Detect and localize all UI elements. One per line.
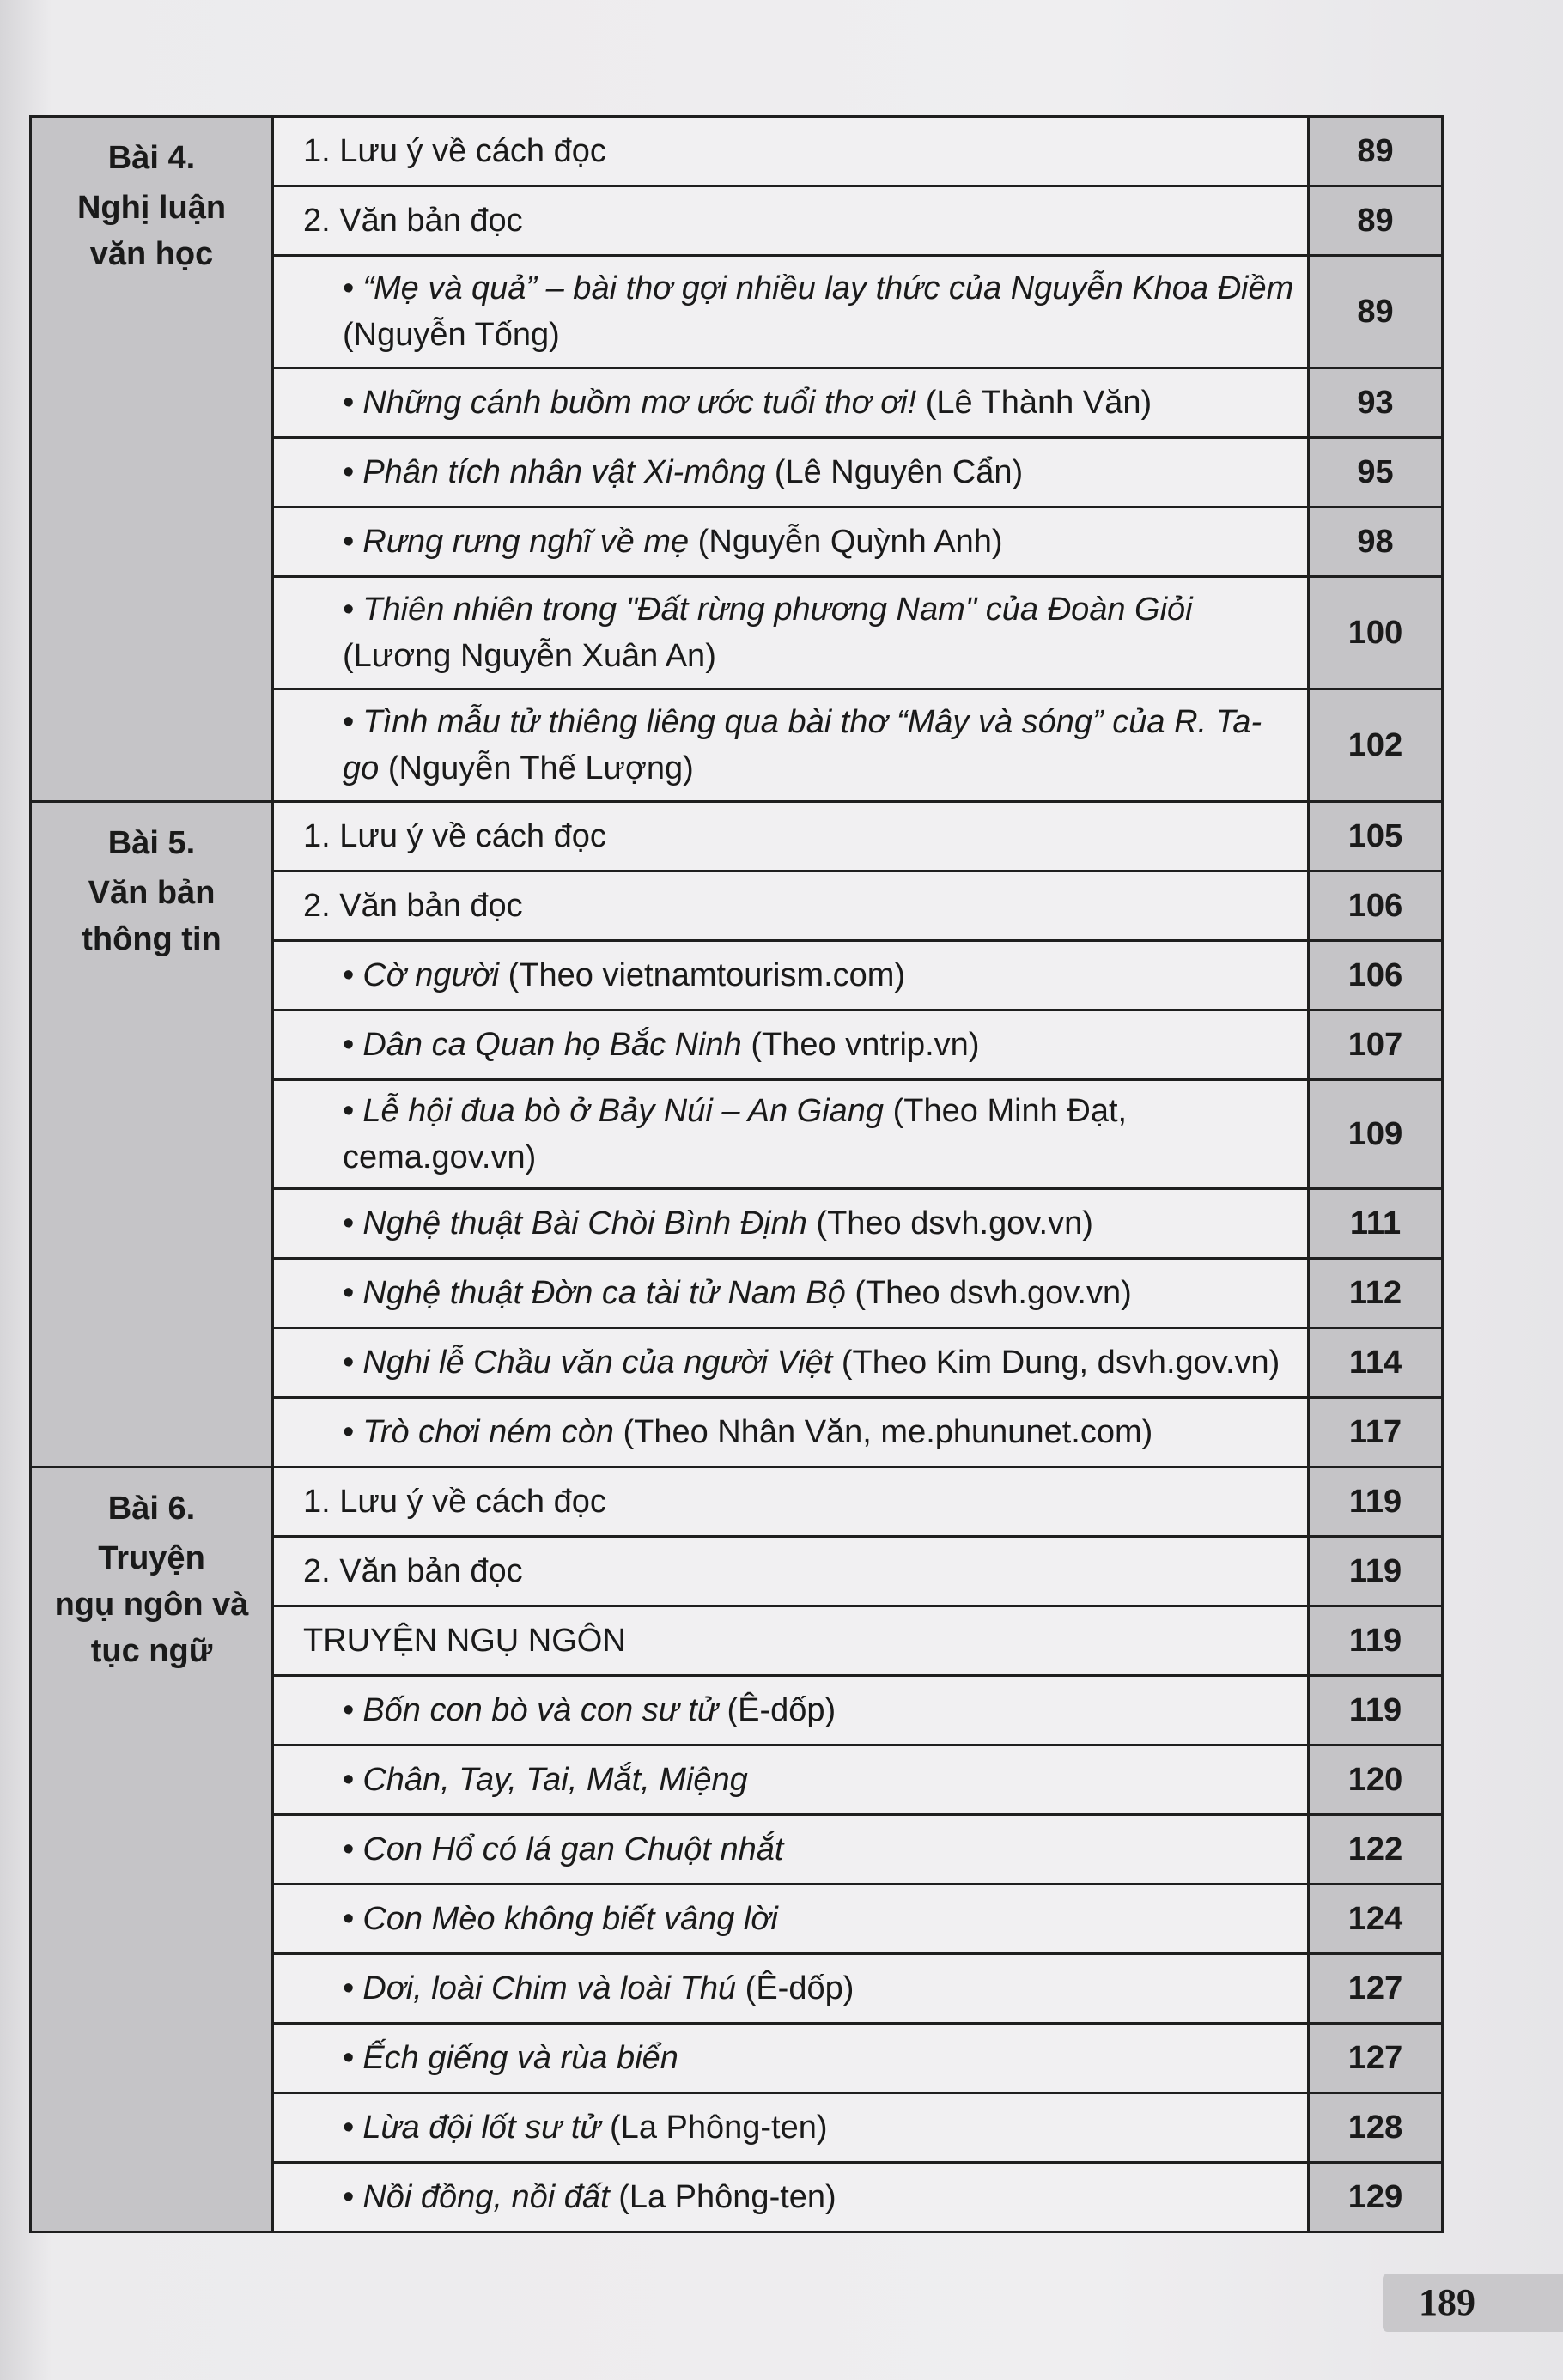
- page-ref: 119: [1309, 1606, 1443, 1676]
- page-ref: 111: [1309, 1189, 1443, 1259]
- entry-source-text: (Nguyễn Quỳnh Anh): [697, 524, 1003, 560]
- bullet-icon: •: [343, 1970, 355, 2007]
- entry-source-text: (Ê-dốp): [745, 1970, 854, 2007]
- lesson-number: Bài 4.: [107, 140, 196, 176]
- entry-title-text: Dân ca Quan họ Bắc Ninh: [362, 1027, 742, 1063]
- page-ref: 95: [1309, 438, 1443, 507]
- entry-source-text: (Nguyễn Thế Lượng): [387, 750, 694, 786]
- toc-section-heading: [273, 871, 1309, 941]
- page-ref: 129: [1309, 2163, 1443, 2232]
- section-heading-text: 1. Lưu ý về cách đọc: [303, 1484, 606, 1520]
- bullet-icon: •: [343, 2110, 355, 2146]
- page-ref: 102: [1309, 689, 1443, 802]
- entry-title-text: Chân, Tay, Tai, Mắt, Miệng: [362, 1762, 748, 1798]
- bullet-icon: •: [343, 1414, 355, 1450]
- toc-entry-title: [273, 368, 1309, 438]
- bullet-icon: •: [343, 454, 355, 490]
- entry-title-text: Phân tích nhân vật Xi-mông: [362, 454, 766, 490]
- page-ref: 120: [1309, 1746, 1443, 1815]
- toc-entry-title: [273, 1080, 1309, 1189]
- entry-title-text: Ếch giếng và rùa biển: [362, 2040, 678, 2076]
- entry-source-text: (Ê-dốp): [727, 1692, 836, 1728]
- entry-title-text: Trò chơi ném còn: [362, 1414, 614, 1450]
- page-ref: 119: [1309, 1467, 1443, 1537]
- bullet-icon: •: [343, 1901, 355, 1937]
- entry-source-text: (La Phông-ten): [618, 2179, 836, 2215]
- page-ref: 105: [1309, 802, 1443, 871]
- entry-title-text: Rưng rưng nghĩ về mẹ: [362, 524, 690, 560]
- entry-title-text: Con Mèo không biết vâng lời: [362, 1901, 778, 1937]
- page-ref: 89: [1309, 117, 1443, 186]
- page-ref: 89: [1309, 186, 1443, 256]
- lesson-cell: [31, 802, 273, 1467]
- toc-entry-title: [273, 1328, 1309, 1398]
- entry-title-text: “Mẹ và quả” – bài thơ gợi nhiều lay thức của Nguyễn Khoa Điềm: [362, 270, 1294, 307]
- lesson-name: Văn bản thông tin: [82, 875, 222, 957]
- bullet-icon: •: [343, 1093, 355, 1129]
- toc-body: [31, 117, 1443, 2232]
- toc-entry-title: [273, 438, 1309, 507]
- toc-entry-title: [273, 1259, 1309, 1328]
- page-ref: 109: [1309, 1080, 1443, 1189]
- page-ref: 119: [1309, 1676, 1443, 1746]
- page-ref: 106: [1309, 871, 1443, 941]
- page-ref: 122: [1309, 1815, 1443, 1885]
- entry-title-text: Dơi, loài Chim và loài Thú: [362, 1970, 737, 2007]
- entry-title-text: Thiên nhiên trong "Đất rừng phương Nam" của Đoàn Giỏi: [362, 592, 1193, 628]
- lesson-name: Truyện ngụ ngôn và tục ngữ: [54, 1540, 249, 1669]
- toc-section-heading: [273, 1606, 1309, 1676]
- toc-entry-title: [273, 256, 1309, 368]
- entry-source-text: (Theo dsvh.gov.vn): [854, 1275, 1132, 1311]
- toc-section-heading: [273, 802, 1309, 871]
- page-number: 189: [1383, 2274, 1563, 2332]
- page-ref: 127: [1309, 1954, 1443, 2024]
- entry-source-text: (Lê Thành Văn): [925, 385, 1152, 421]
- bullet-icon: •: [343, 704, 355, 740]
- lesson-cell: [31, 117, 273, 802]
- entry-source-text: (La Phông-ten): [610, 2110, 828, 2146]
- toc-entry-title: [273, 2093, 1309, 2163]
- entry-title-text: Cờ người: [362, 957, 500, 993]
- bullet-icon: •: [343, 1027, 355, 1063]
- page-ref: 98: [1309, 507, 1443, 577]
- toc-entry-title: [273, 2024, 1309, 2093]
- toc-entry-title: [273, 1011, 1309, 1080]
- entry-source-text: (Lê Nguyên Cẩn): [774, 454, 1024, 490]
- bullet-icon: •: [343, 1831, 355, 1867]
- entry-source-text: (Theo Minh Đạt, cema.gov.vn): [343, 1093, 1128, 1175]
- entry-source-text: (Theo Nhân Văn, me.phununet.com): [623, 1414, 1153, 1450]
- toc-entry-title: [273, 1885, 1309, 1954]
- entry-source-text: (Theo dsvh.gov.vn): [816, 1205, 1093, 1242]
- lesson-number: Bài 6.: [107, 1491, 196, 1527]
- entry-source-text: (Theo vietnamtourism.com): [508, 957, 906, 993]
- toc-entry-title: [273, 1189, 1309, 1259]
- section-heading-text: TRUYỆN NGỤ NGÔN: [303, 1623, 626, 1659]
- page-ref: 112: [1309, 1259, 1443, 1328]
- bullet-icon: •: [343, 270, 355, 307]
- lesson-cell: [31, 1467, 273, 2232]
- toc-entry-title: [273, 1954, 1309, 2024]
- toc-row: [31, 802, 1443, 871]
- bullet-icon: •: [343, 2179, 355, 2215]
- bullet-icon: •: [343, 385, 355, 421]
- bullet-icon: •: [343, 1275, 355, 1311]
- toc-row: [31, 1467, 1443, 1537]
- page-ref: 107: [1309, 1011, 1443, 1080]
- toc-entry-title: [273, 1815, 1309, 1885]
- entry-title-text: Lễ hội đua bò ở Bảy Núi – An Giang: [362, 1093, 885, 1129]
- toc-entry-title: [273, 2163, 1309, 2232]
- entry-title-text: Bốn con bò và con sư tử: [362, 1692, 718, 1728]
- entry-title-text: Nghi lễ Chầu văn của người Việt: [362, 1345, 833, 1381]
- bullet-icon: •: [343, 2040, 355, 2076]
- toc-row: [31, 117, 1443, 186]
- section-heading-text: 2. Văn bản đọc: [303, 1553, 523, 1589]
- entry-title-text: Nghệ thuật Đờn ca tài tử Nam Bộ: [362, 1275, 846, 1311]
- table-of-contents: [29, 115, 1444, 2233]
- entry-title-text: Con Hổ có lá gan Chuột nhắt: [362, 1831, 784, 1867]
- entry-source-text: (Nguyễn Tống): [343, 317, 560, 353]
- bullet-icon: •: [343, 957, 355, 993]
- entry-title-text: Tình mẫu tử thiêng liêng qua bài thơ “Mây và sóng” của R. Ta-go: [343, 704, 1262, 786]
- toc-section-heading: [273, 186, 1309, 256]
- page-ref: 128: [1309, 2093, 1443, 2163]
- page-ref: 106: [1309, 941, 1443, 1011]
- toc-entry-title: [273, 1398, 1309, 1467]
- toc-entry-title: [273, 941, 1309, 1011]
- bullet-icon: •: [343, 1692, 355, 1728]
- entry-title-text: Nồi đồng, nồi đất: [362, 2179, 610, 2215]
- section-heading-text: 2. Văn bản đọc: [303, 203, 523, 239]
- page-ref: 117: [1309, 1398, 1443, 1467]
- toc-section-heading: [273, 117, 1309, 186]
- toc-entry-title: [273, 577, 1309, 689]
- section-heading-text: 2. Văn bản đọc: [303, 888, 523, 924]
- bullet-icon: •: [343, 1205, 355, 1242]
- section-heading-text: 1. Lưu ý về cách đọc: [303, 818, 606, 854]
- entry-title-text: Những cánh buồm mơ ước tuổi thơ ơi!: [362, 385, 917, 421]
- bullet-icon: •: [343, 592, 355, 628]
- page-ref: 127: [1309, 2024, 1443, 2093]
- entry-source-text: (Theo vntrip.vn): [751, 1027, 980, 1063]
- bullet-icon: •: [343, 1345, 355, 1381]
- toc-section-heading: [273, 1537, 1309, 1606]
- page-ref: 100: [1309, 577, 1443, 689]
- page-ref: 119: [1309, 1537, 1443, 1606]
- page-ref: 114: [1309, 1328, 1443, 1398]
- lesson-number: Bài 5.: [107, 825, 196, 861]
- entry-title-text: Nghệ thuật Bài Chòi Bình Định: [362, 1205, 807, 1242]
- bullet-icon: •: [343, 1762, 355, 1798]
- entry-source-text: (Lương Nguyễn Xuân An): [343, 638, 716, 674]
- toc-entry-title: [273, 507, 1309, 577]
- page-ref: 89: [1309, 256, 1443, 368]
- page-ref: 124: [1309, 1885, 1443, 1954]
- bullet-icon: •: [343, 524, 355, 560]
- toc-entry-title: [273, 689, 1309, 802]
- toc-entry-title: [273, 1676, 1309, 1746]
- toc-entry-title: [273, 1746, 1309, 1815]
- section-heading-text: 1. Lưu ý về cách đọc: [303, 133, 606, 169]
- entry-title-text: Lừa đội lốt sư tử: [362, 2110, 601, 2146]
- page-ref: 93: [1309, 368, 1443, 438]
- entry-source-text: (Theo Kim Dung, dsvh.gov.vn): [841, 1345, 1280, 1381]
- toc-section-heading: [273, 1467, 1309, 1537]
- lesson-name: Nghị luận văn học: [76, 190, 227, 272]
